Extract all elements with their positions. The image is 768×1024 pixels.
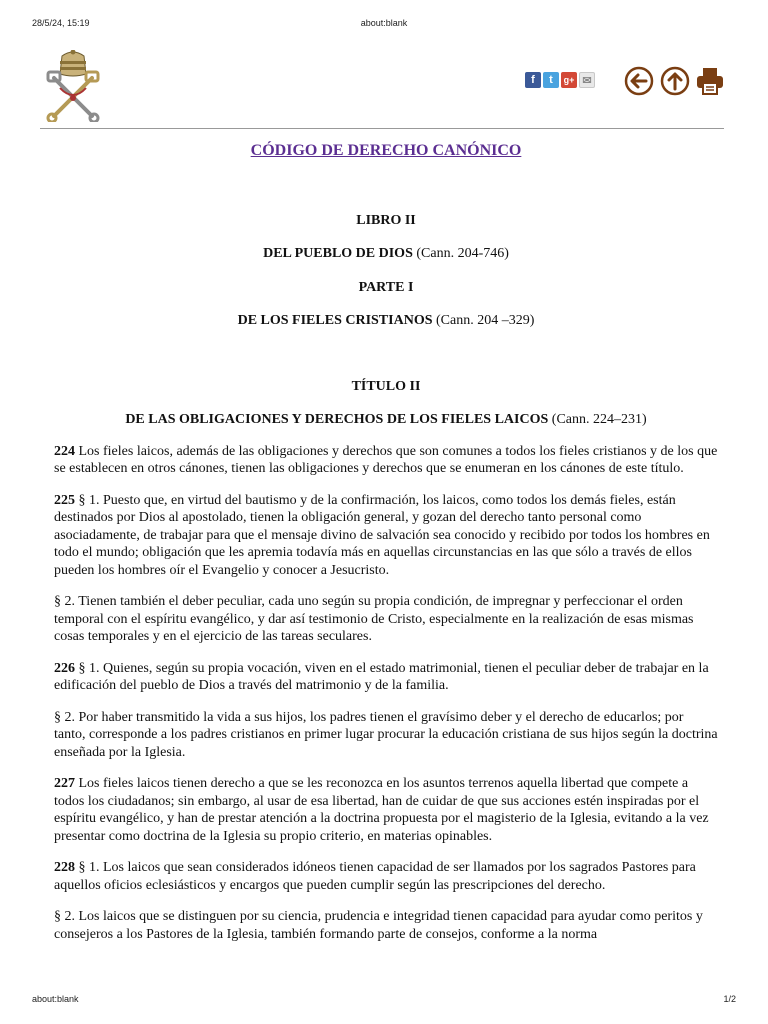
twitter-share-icon[interactable]: t xyxy=(543,72,559,88)
up-arrow-icon[interactable] xyxy=(660,66,690,96)
print-url: about:blank xyxy=(360,18,408,28)
canon-text: § 1. Puesto que, en virtud del bautismo y de la confirmación, los laicos, como todos los demás fieles, están destinados por Dios al apostolado, tienen la obligación general, y gozan del derecho tanto personal como asociadamente, de trabajar para que el mensaje divino de salvación sea conocido y recibido por todos los hombres en todo el mundo; obligación que les apremia todavía más en aquellas circunstancias en las que sólo a través de ellos pueden los hombres oír el Evangelio y conocer a Jesucristo. xyxy=(54,492,710,578)
footer-page-number: 1/2 xyxy=(723,994,736,1004)
share-buttons xyxy=(525,72,595,88)
canon-paragraph xyxy=(54,775,718,845)
titulo-heading: TÍTULO II xyxy=(351,378,421,394)
canon-text: § 2. Por haber transmitido la vida a sus hijos, los padres tienen el gravísimo deber y el derecho de educarlos; por tanto, corresponde a los padres cristianos en primer lugar procurar la educación cristiana de sus hijos según la doctrina enseñada por la Iglesia. xyxy=(54,709,718,760)
canon-text: § 1. Quienes, según su propia vocación, viven en el estado matrimonial, tienen el peculiar deber de trabajar en la edificación del pueblo de Dios a través del matrimonio y de la familia. xyxy=(54,660,709,693)
canon-number: 226 xyxy=(54,660,75,676)
footer-url: about:blank xyxy=(32,994,79,1004)
code-title-link[interactable]: CÓDIGO DE DERECHO CANÓNICO xyxy=(250,142,522,159)
document-body xyxy=(54,140,718,943)
vatican-coat-of-arms-logo xyxy=(40,50,106,122)
canon-number: 225 xyxy=(54,492,75,508)
obligaciones-heading xyxy=(54,411,718,429)
canon-paragraph xyxy=(54,443,718,478)
googleplus-share-icon[interactable]: g+ xyxy=(561,72,577,88)
fieles-label: DE LOS FIELES CRISTIANOS xyxy=(237,313,433,328)
canon-paragraph xyxy=(54,709,718,762)
print-icon[interactable] xyxy=(696,66,724,96)
pueblo-label: DEL PUEBLO DE DIOS xyxy=(263,246,413,261)
page-nav-icons xyxy=(624,66,724,96)
canon-number: 224 xyxy=(54,443,75,459)
canon-paragraph xyxy=(54,908,718,943)
obligaciones-label: DE LAS OBLIGACIONES Y DERECHOS DE LOS FIELES LAICOS xyxy=(125,412,549,427)
canon-paragraph xyxy=(54,660,718,695)
fieles-range: (Cann. 204 –329) xyxy=(436,313,535,328)
email-share-icon[interactable]: ✉ xyxy=(579,72,595,88)
print-datetime: 28/5/24, 15:19 xyxy=(32,18,90,28)
canon-paragraph xyxy=(54,859,718,894)
canon-text: Los fieles laicos, además de las obligaciones y derechos que son comunes a todos los fieles cristianos y de los que se establecen en otros cánones, tienen las obligaciones y derechos que se enumeran en los cánones de este título. xyxy=(54,443,718,476)
parte-heading: PARTE I xyxy=(358,279,414,295)
canon-text: § 1. Los laicos que sean considerados idóneos tienen capacidad de ser llamados por los sagrados Pastores para aquellos oficios eclesiásticos y encargos que pueden cumplir según las prescripciones del derecho. xyxy=(54,860,696,893)
canon-paragraph xyxy=(54,492,718,580)
canon-text: § 2. Los laicos que se distinguen por su ciencia, prudencia e integridad tienen capacidad para ayudar como peritos y consejeros a los Pastores de la Iglesia, también formando parte de consejos, conforme a la norma xyxy=(54,909,703,942)
libro-heading: LIBRO II xyxy=(356,212,416,228)
canon-number: 228 xyxy=(54,860,75,875)
pueblo-range: (Cann. 204-746) xyxy=(416,246,509,261)
canon-text: Los fieles laicos tienen derecho a que se les reconozca en los asuntos terrenos aquella libertad que compete a todos los ciudadanos; sin embargo, al usar de esa libertad, han de cuidar de que sus acciones estén inspiradas por el espíritu evangélico, y han de prestar atención a la doctrina propuesta por el magisterio de la Iglesia, evitando a la vez presentar como doctrina de la Iglesia su propio criterio, en materias opinables. xyxy=(54,776,709,844)
header-divider xyxy=(40,128,724,129)
back-arrow-icon[interactable] xyxy=(624,66,654,96)
canon-paragraph xyxy=(54,593,718,646)
facebook-share-icon[interactable]: f xyxy=(525,72,541,88)
pueblo-heading xyxy=(54,245,718,263)
obligaciones-range: (Cann. 224–231) xyxy=(551,412,647,427)
canon-number: 227 xyxy=(54,776,75,791)
fieles-heading xyxy=(54,312,718,330)
canon-text: § 2. Tienen también el deber peculiar, cada uno según su propia condición, de impregnar y perfeccionar el orden temporal con el espíritu evangélico, y dar así testimonio de Cristo, especialmente en la realización de esas mismas cosas temporales y en el ejercicio de las tareas seculares. xyxy=(54,594,694,644)
